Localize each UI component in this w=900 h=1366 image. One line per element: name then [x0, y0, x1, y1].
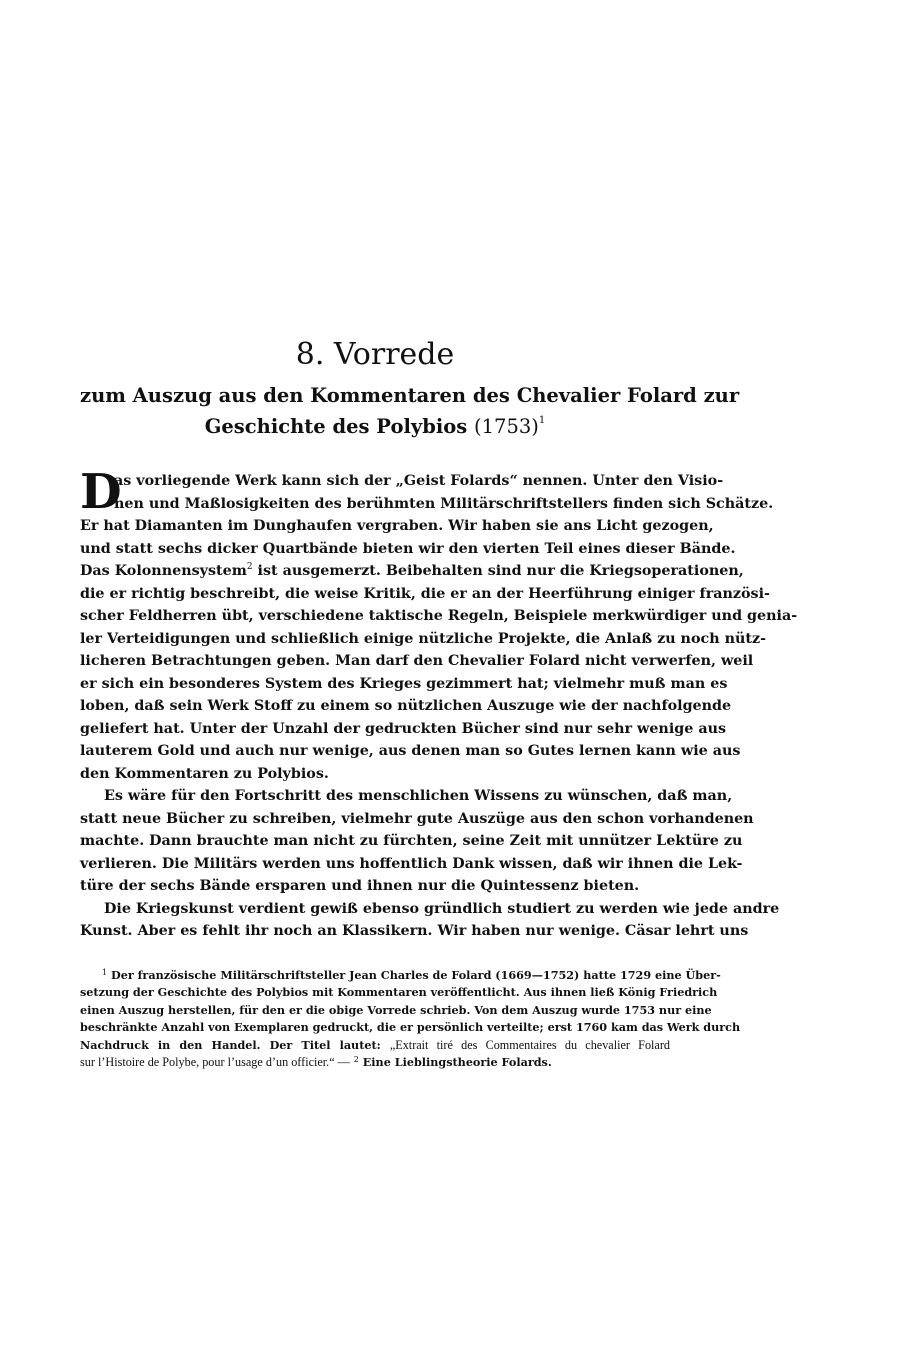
paragraph-2 — [80, 785, 754, 898]
text-line: verlieren. Die Militärs werden uns hoffentlich Dank wissen, daß wir ihnen die Lek- — [80, 855, 743, 872]
text-line: statt neue Bücher zu schreiben, vielmehr gute Auszüge aus den schon vorhandenen — [80, 810, 754, 827]
footnote-ref-2: 2 — [246, 562, 253, 572]
text-line: er sich ein besonderes System des Krieges gezimmert hat; vielmehr muß man es — [80, 675, 728, 692]
chapter-title: 8. Vorrede — [295, 337, 455, 372]
paragraph-3 — [80, 898, 780, 943]
footnote-text: Der französische Militärschriftsteller Jean Charles de Folard (1669—1752) hatte 1729 eine Über- — [111, 967, 721, 982]
text-line: und statt sechs dicker Quartbände bieten wir den vierten Teil eines dieser Bände. — [80, 540, 736, 557]
text-line: den Kommentaren zu Polybios. — [80, 765, 329, 782]
footnote-ref-1: 1 — [538, 415, 546, 426]
footnote-line: beschränkte Anzahl von Exemplaren gedruckt, die er persönlich verteilte; erst 1760 kam das Werk durch — [80, 1020, 741, 1035]
text-fragment: Das Kolonnensystem — [80, 563, 247, 579]
text-line: nen und Maßlosigkeiten des berühmten Militärschriftstellers finden sich Schätze. — [114, 495, 774, 512]
text-line: as vorliegende Werk kann sich der „Geist Folards“ nennen. Unter den Visio- — [114, 473, 724, 489]
text-line: Die Kriegskunst verdient gewiß ebenso gründlich studiert zu werden wie jede andre — [104, 900, 780, 917]
footnotes — [80, 967, 741, 1073]
text-line: geliefert hat. Unter der Unzahl der gedruckten Bücher sind nur sehr wenige aus — [80, 720, 727, 737]
subtitle-line-2: Geschichte des Polybios — [204, 415, 468, 438]
footnote-text: Nachdruck in den Handel. Der Titel lautet: — [80, 1037, 381, 1052]
drop-cap: D — [80, 464, 122, 520]
subtitle-year: (1753) — [474, 415, 539, 438]
text-line: loben, daß sein Werk Stoff zu einem so nützlichen Auszuge wie der nachfolgende — [80, 698, 732, 714]
text-line: die er richtig beschreibt, die weise Kritik, die er an der Heerführung einiger französi- — [80, 585, 770, 602]
footnote-marker-2: 2 — [353, 1055, 359, 1065]
chapter-subtitle — [80, 380, 740, 442]
footnote-line — [80, 1054, 670, 1072]
text-line: ler Verteidigungen und schließlich einige nützliche Projekte, die Anlaß zu noch nütz- — [80, 630, 767, 647]
text-line: Er hat Diamanten im Dunghaufen vergraben. Wir haben sie ans Licht gezogen, — [80, 518, 714, 534]
footnote-line: setzung der Geschichte des Polybios mit Kommentaren veröffentlicht. Aus ihnen ließ König Friedrich — [80, 985, 718, 1000]
paragraph-1 — [80, 464, 798, 785]
body-text — [80, 464, 798, 943]
footnote-quote: „Extrait tiré des Commentaires du chevalier Folard — [389, 1037, 670, 1052]
footnote-line — [80, 1037, 670, 1055]
footnote-line — [80, 967, 721, 985]
text-line: licheren Betrachtungen geben. Man darf den Chevalier Folard nicht verwerfen, weil — [80, 653, 754, 669]
text-line: Es wäre für den Fortschritt des menschlichen Wissens zu wünschen, daß man, — [104, 788, 733, 804]
text-line: machte. Dann brauchte man nicht zu fürchten, seine Zeit mit unnützer Lektüre zu — [80, 833, 743, 849]
text-line: türe der sechs Bände ersparen und ihnen nur die Quintessenz bieten. — [80, 878, 640, 894]
text-line: scher Feldherren übt, verschiedene taktische Regeln, Beispiele merkwürdiger und genia- — [80, 608, 798, 624]
footnote-text: Eine Lieblingstheorie Folards. — [362, 1055, 552, 1070]
footnote-quote: sur l’Histoire de Polybe, pour l’usage d’un officier.“ — — [80, 1055, 350, 1070]
title-block — [80, 336, 740, 442]
text-line — [80, 560, 744, 583]
subtitle-line-1: zum Auszug aus den Kommentaren des Chevalier Folard zur — [80, 384, 740, 407]
text-line: Kunst. Aber es fehlt ihr noch an Klassikern. Wir haben nur wenige. Cäsar lehrt uns — [80, 923, 749, 939]
page — [80, 336, 798, 1072]
text-line: lauterem Gold und auch nur wenige, aus denen man so Gutes lernen kann wie aus — [80, 743, 741, 759]
footnote-line: einen Auszug herstellen, für den er die obige Vorrede schrieb. Von dem Auszug wurde 1753 nur eine — [80, 1002, 712, 1017]
footnote-marker-1: 1 — [102, 967, 108, 977]
text-fragment: ist ausgemerzt. Beibehalten sind nur die Kriegsoperationen, — [257, 563, 744, 579]
